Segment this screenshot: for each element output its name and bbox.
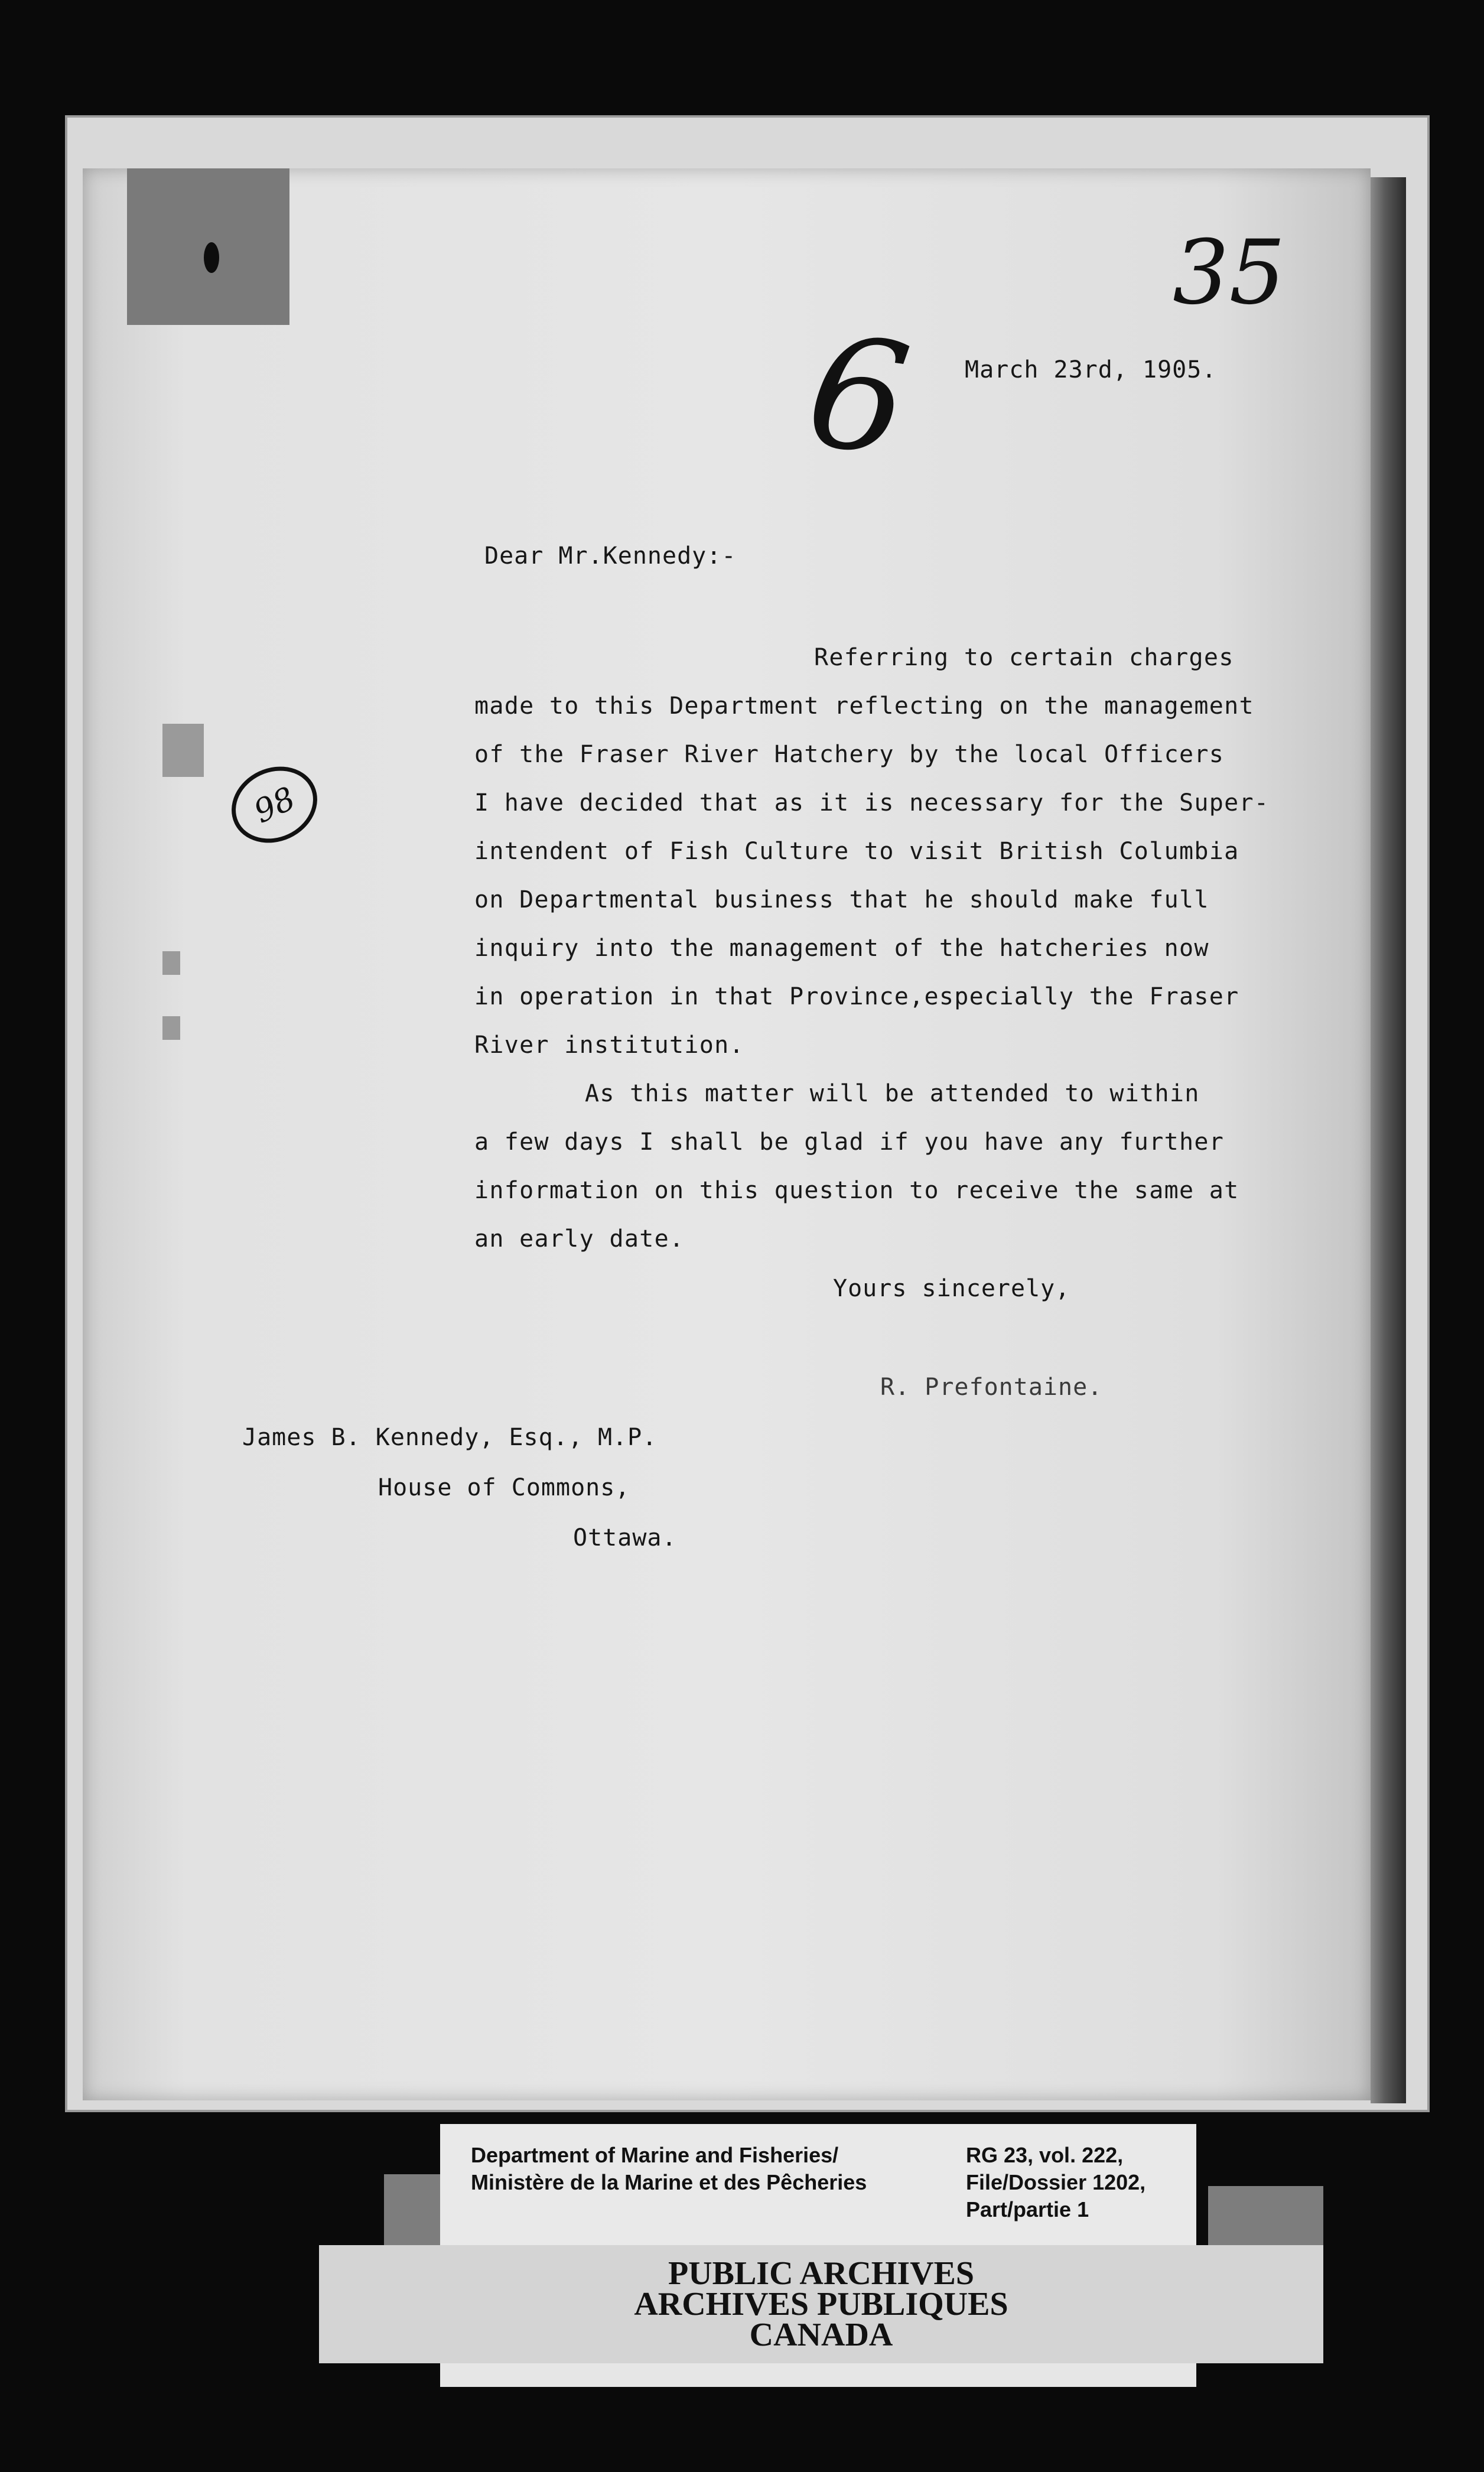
body-line: intendent of Fish Culture to visit British Columbia [474,838,1239,865]
signature: R. Prefontaine. [880,1374,1103,1401]
body-line: made to this Department reflecting on the management [474,692,1254,720]
sheet-edge-shadow [1371,177,1406,2103]
body-line: an early date. [474,1225,685,1253]
stamp-line-en: PUBLIC ARCHIVES [668,2255,975,2292]
file-dossier: File/Dossier 1202, [966,2170,1146,2194]
addressee-name: James B. Kennedy, Esq., M.P. [242,1424,658,1451]
salutation: Dear Mr.Kennedy:- [484,542,737,570]
closing: Yours sincerely, [833,1275,1070,1302]
stamp-line-fr: ARCHIVES PUBLIQUES [634,2286,1008,2323]
archive-reference-label [440,2124,1196,2248]
folio-number: 35 [1173,222,1286,324]
department-en: Department of Marine and Fisheries/ [471,2143,839,2167]
handwritten-mark: 6 [797,301,919,492]
body-line: of the Fraser River Hatchery by the local Officers [474,741,1225,768]
archives-stamp [319,2255,1323,2353]
body-line: Referring to certain charges [814,644,1234,671]
clip [384,2174,440,2251]
margin-mark [162,724,204,777]
part: Part/partie 1 [966,2197,1089,2221]
stamp-line-country: CANADA [749,2317,893,2353]
body-line: I have decided that as it is necessary for the Super- [474,789,1270,817]
department-name [471,2142,867,2196]
body-line: As this matter will be attended to within [585,1080,1200,1107]
body-line: River institution. [474,1032,744,1059]
body-line: inquiry into the management of the hatcheries now [474,935,1209,962]
margin-mark [162,1016,180,1040]
margin-mark [162,951,180,975]
body-line: a few days I shall be glad if you have any further [474,1128,1225,1156]
record-group: RG 23, vol. 222, [966,2143,1124,2167]
body-line: on Departmental business that he should make full [474,886,1209,913]
department-fr: Ministère de la Marine et des Pêcheries [471,2170,867,2194]
addressee-house: House of Commons, [378,1474,630,1501]
label-strip [440,2363,1196,2387]
punch-hole [204,242,219,273]
archives-stamp-label [319,2245,1323,2363]
clip [1208,2186,1323,2254]
body-line: information on this question to receive the same at [474,1177,1239,1204]
circled-margin-number: 98 [219,753,330,856]
addressee-city: Ottawa. [573,1524,677,1551]
file-reference [966,2142,1145,2223]
body-line: in operation in that Province,especially the Fraser [474,983,1239,1010]
letter-date: March 23rd, 1905. [965,356,1217,383]
